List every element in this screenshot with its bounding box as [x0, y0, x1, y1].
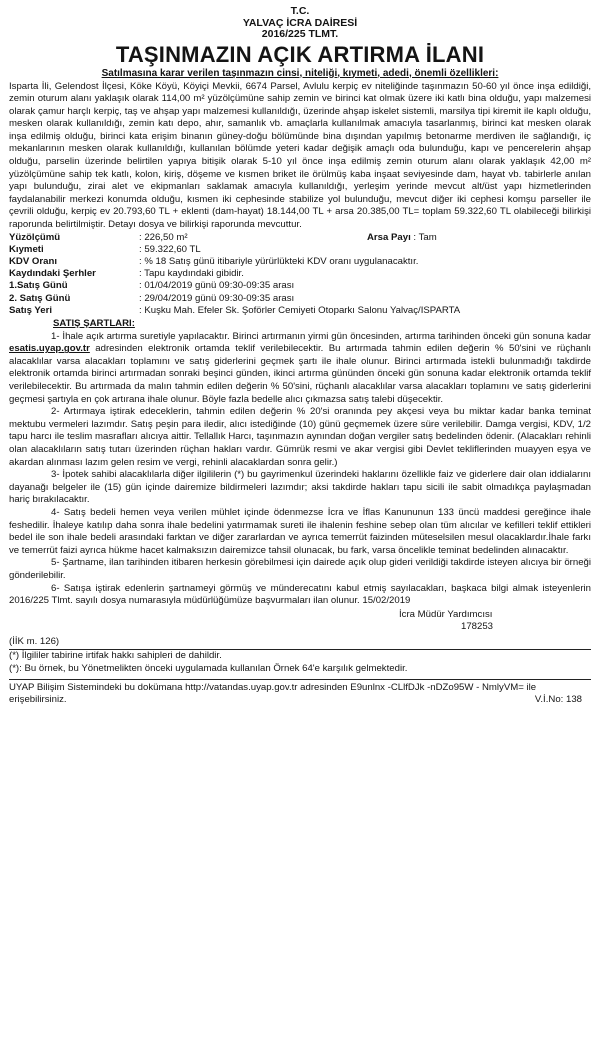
vat-label: KDV Oranı — [9, 256, 57, 268]
header-file-number: 2016/225 TLMT. — [261, 28, 339, 40]
condition-5: 5- Şartname, ilan tarihinden itibaren herkesin görebilmesi için dairede açık olup gideri verildiği takdirde isteyen alıcıya bir örneği gönderilebilir. — [9, 557, 591, 581]
section-subtitle: Satılmasına karar verilen taşınmazın cinsi, niteliği, kıymeti, adedi, önemli özellikleri: — [101, 67, 499, 79]
signature-block — [399, 609, 591, 634]
detail-row-annotations — [9, 268, 591, 280]
vat-value: : % 18 Satış günü itibariyle yürürlükteki KDV oranı uygulanacaktır. — [139, 256, 419, 268]
value-label: Kıymeti — [9, 243, 44, 255]
detail-row-vat — [9, 256, 591, 268]
signature-title: İcra Müdür Yardımcısı — [399, 608, 493, 620]
condition-6: 6- Satışa iştirak edenlerin şartnameyi görmüş ve münderecatını kabul etmiş sayılacakları, başkaca bilgi almak isteyenlerin 2016/225 Tlmt. sayılı dosya numarasıyla müdürlüğümüze başvurmaları ilan olunur. 15/02/2019 — [9, 582, 591, 607]
condition-4: 4- Satış bedeli hemen veya verilen mühlet içinde ödenmezse İcra ve İflas Kanununun 133 üncü maddesi gereğince ihale feshedilir. İhaleye katılıp daha sonra ihale bedelini yatırmamak sureti ile ihalenin feshine sebep olan tüm alıcılar ve kefilleri teklif ettikleri bedel ile son ihale bedeli arasındaki farktan ve diğer zararlardan ve ayrıca temerrüt faizinden müteselsilen mesul olacaklardır.İhale farkı ve temerrüt faizi ayrıca hükme hacet kalmaksızın dairemizce tahsil olunacak, bu fark, varsa öncelikle teminat bedelinden alınacaktır. — [9, 506, 591, 556]
law-reference: (İİK m. 126) — [9, 635, 60, 647]
condition-1 — [9, 331, 591, 407]
sale2-value: : 29/04/2019 günü 09:30-09:35 arası — [139, 292, 295, 304]
page-title: TAŞINMAZIN AÇIK ARTIRMA İLANI — [115, 41, 485, 67]
annotations-label: Kaydındaki Şerhler — [9, 268, 96, 280]
detail-row-sale1 — [9, 280, 591, 292]
condition-1-text-b: adresinden elektronik ortamda teklif verilebilecektir. Bu artırmada tahmin edilen değerin % 50'sini ve rüçhanlı alacaklılar varsa alacakları toplamını ve satış giderlerini geçmek şartı ile ihale olunur. Birinci artırmada istekli bulunmadığı takdirde elektronik ortamda birinci artırmadan sonraki beşinci günden, ikinci artırma gününden önceki gün sonuna kadar elektronik ortamda teklif verilebilecektir. Bu artırmada da malın tahmin edilen değerin % 50'sini, rüçhanlı alacaklılar varsa alacakları toplamını ve satış giderlerini geçmesi şartıyla en çok artırana ihale olunur. Böyle fazla bedelle alıcı çıkmazsa satış talebi düşecektir. — [9, 343, 591, 405]
sale1-value: : 01/04/2019 günü 09:30-09:35 arası — [139, 280, 295, 292]
area-value: : 226,50 m² — [139, 231, 188, 243]
condition-2: 2- Artırmaya iştirak edeceklerin, tahmin edilen değerin % 20'si oranında pey akçesi veya bu miktar kadar banka teminat mektubu vermeleri lazımdır. Satış peşin para iledir, alıcı istediğinde (10) günü geçmemek üzere süre verilebilir. Damga vergisi, KDV, 1/2 tapu harcı ile teslim masrafları alıcıya aittir. Tellallık Harcı, taşınmazın aynından doğan vergiler satış bedelinden ödenir. (Alacakları rehinli olan alacaklıların satış tutarı üzerinden rüçhan hakları vardır. Gümrük resmi ve akar vergisi gibi Devlet tekliflerinden muayyen eşya ve akardan alınması lazım gelen resim ve vergi, rehinli alacaklardan sonra gelir.) — [9, 406, 591, 468]
uyap-notice — [9, 682, 591, 707]
location-label: Satış Yeri — [9, 304, 53, 316]
detail-row-sale2 — [9, 293, 591, 305]
footnote-1: (*) İlgililer tabirine irtifak hakkı sahipleri de dahildir. — [9, 650, 222, 662]
footnote-2: (*): Bu örnek, bu Yönetmelikten önceki uygulamada kullanılan Örnek 64'e karşılık gelmektedir. — [9, 663, 408, 675]
annotations-value: : Tapu kaydındaki gibidir. — [139, 268, 244, 280]
header-tc: T.C. — [290, 5, 310, 17]
detail-row-value — [9, 244, 591, 256]
location-value: : Kuşku Mah. Efeler Sk. Şoförler Cemiyeti Otoparkı Salonu Yalvaç/ISPARTA — [139, 304, 461, 316]
land-share-value: : Tam — [413, 231, 437, 243]
area-label: Yüzölçümü — [9, 231, 61, 243]
land-share-label: Arsa Payı — [367, 231, 411, 243]
announcement-number: V.İ.No: 138 — [534, 694, 582, 706]
esatis-link[interactable]: esatis.uyap.gov.tr — [9, 343, 90, 355]
sale1-label: 1.Satış Günü — [9, 280, 68, 292]
conditions-title: SATIŞ ŞARTLARI: — [53, 318, 135, 330]
signature-number: 178253 — [461, 621, 494, 633]
sale2-label: 2. Satış Günü — [9, 292, 71, 304]
value-amount: : 59.322,60 TL — [139, 243, 201, 255]
header-office: YALVAÇ İCRA DAİRESİ — [242, 16, 358, 29]
property-description: Isparta İli, Gelendost İlçesi, Köke Köyü, Köyiçi Mevkii, 6674 Parsel, Avlulu kerpiç ev niteliğinde taşınmazın 50-60 yıl önce inşa edildiği, zemin oturum alanı yaklaşık olarak 114,00 m² yüzölçümüne sahip zemin ve birinci kat olmak üzere iki katlı bina olduğu, yapı malzemesi olarak çamur harçlı kerpiç, taş ve ahşap yapı malzemesi kullanıldığı, üzerinde ahşap iskelet sistemli, marsilya tipi kiremit ile kaplı olduğu, mesken olarak kullanıldığı, zemin katı depo, ahır, samanlık vb. amaçlarla kullanılmak amacıyla tasarlanmış, birinci kat mesken olarak inşa edilmiş olduğu, birinci kata erişim binanın güney-doğu bölümünde bina dışından yapılmış betonarme merdiven ile sağlandığı, iç mekanlarının mesken olarak kullanıldığı, kullanılan bölümde yeteri kadar değişik amaçlı oda bulunduğu, kapı ve pencerelerin ahşap olduğu, parselin üzerinde belirtilen yapıya bitişik olarak 5-10 yıl önce inşa edilmiş zemin oturum alanı olarak yaklaşık 42,00 m² yüzölçümüne sahip tek katlı, kolon, kiriş, döşeme ve kısmen briket ile örülmüş kaba inşaat seviyesinde dam, hayat vb. tabirlerle anılan yapı bulunduğu, zirai alet ve ekipmanları saklamak amacıyla kullanıldığı, yerleşim yerinde mevcut alt/üst yapı hizmetlerinden faydalanabilir merkezi konumda olduğu, kısmen iki cephesinde stabilize yol bulunduğu, mevcut diğer iki cephesi komşu parseller ile çevrili olduğu, kerpiç ev 20.793,60 TL + eklenti (dam-hayat) 18.144,00 TL + arsa 20.385,00 TL= toplam 59.322,60 TL olabileceği bilirkişi raporunda belirtilmiştir. Detayı dosya ve bilirkişi raporunda mevcuttur. — [9, 80, 591, 231]
divider-full — [9, 679, 591, 680]
detail-row-area — [9, 232, 591, 244]
detail-row-location — [9, 305, 591, 317]
uyap-text: UYAP Bilişim Sistemindeki bu dokümana http://vatandas.uyap.gov.tr adresinden E9unlnx -CLlfDJk -nDZo95W - NmlyVM= ile erişebilirsiniz. — [9, 681, 537, 706]
condition-3: 3- İpotek sahibi alacaklılarla diğer ilgililerin (*) bu gayrimenkul üzerindeki haklarını özellikle faiz ve giderlere dair olan iddialarını dayanağı belgeler ile (15) gün içinde dairemize bildirmeleri lazımdır; aksi takdirde hakları tapu sicili ile sabit olmadıkça paylaşmadan hariç bırakılacaktır. — [9, 469, 591, 506]
condition-1-text-a: 1- İhale açık artırma suretiyle yapılacaktır. Birinci artırmanın yirmi gün öncesinden, artırma tarihinden önceki gün sonuna kadar — [51, 330, 591, 342]
